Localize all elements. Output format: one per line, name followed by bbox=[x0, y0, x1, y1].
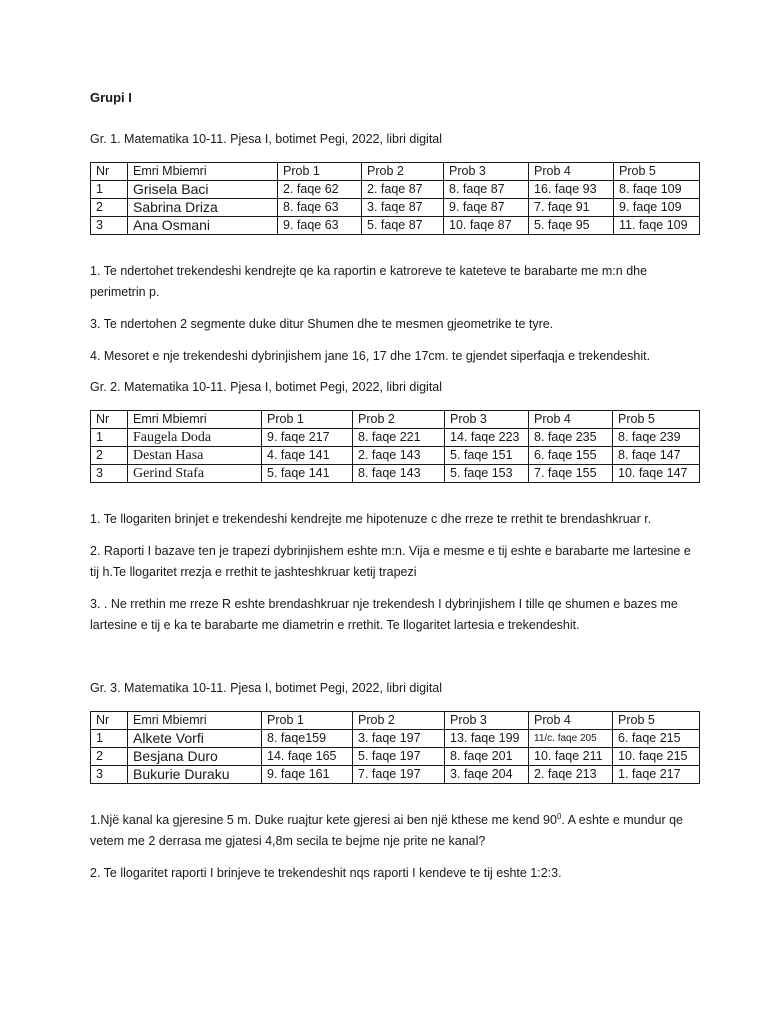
table-cell: 11. faqe 109 bbox=[614, 217, 700, 235]
group-1-table bbox=[90, 162, 700, 235]
group-1-title: Gr. 1. Matematika 10-11. Pjesa I, botimet Pegi, 2022, libri digital bbox=[90, 132, 443, 146]
header-cell: Prob 1 bbox=[262, 712, 353, 730]
table-cell: 7. faqe 197 bbox=[353, 766, 445, 784]
table-cell: 10. faqe 147 bbox=[613, 465, 700, 483]
table-row bbox=[91, 217, 700, 235]
table-cell: 13. faqe 199 bbox=[445, 730, 529, 748]
header-cell: Prob 4 bbox=[529, 712, 613, 730]
table-row bbox=[91, 199, 700, 217]
group-2-table bbox=[90, 410, 700, 483]
header-cell: Prob 2 bbox=[353, 411, 445, 429]
table-row bbox=[91, 766, 700, 784]
header-cell: Prob 5 bbox=[614, 163, 700, 181]
table-cell: 6. faqe 155 bbox=[529, 447, 613, 465]
table-cell: 7. faqe 155 bbox=[529, 465, 613, 483]
table-cell: 8. faqe 143 bbox=[353, 465, 445, 483]
table-cell: 8. faqe 221 bbox=[353, 429, 445, 447]
table-cell: 1 bbox=[91, 730, 128, 748]
table-cell: 3 bbox=[91, 766, 128, 784]
table-cell: 4. faqe 141 bbox=[262, 447, 353, 465]
student-name: Ana Osmani bbox=[128, 217, 278, 235]
table-cell: 1 bbox=[91, 429, 128, 447]
table-header-row bbox=[91, 712, 700, 730]
table-cell: 16. faqe 93 bbox=[529, 181, 614, 199]
header-cell: Prob 3 bbox=[445, 712, 529, 730]
group-3-title: Gr. 3. Matematika 10-11. Pjesa I, botimet Pegi, 2022, libri digital bbox=[90, 681, 443, 695]
table-cell: 3 bbox=[91, 217, 128, 235]
header-cell: Prob 2 bbox=[362, 163, 444, 181]
table-header-row bbox=[91, 411, 700, 429]
table-cell: 5. faqe 153 bbox=[445, 465, 529, 483]
table-cell: 1. faqe 217 bbox=[613, 766, 700, 784]
table-cell: 9. faqe 87 bbox=[444, 199, 529, 217]
table-cell: 2 bbox=[91, 447, 128, 465]
group-3-table bbox=[90, 711, 700, 784]
table-cell: 9. faqe 109 bbox=[614, 199, 700, 217]
problem-text: 2. Te llogaritet raporti I brinjeve te trekendeshit nqs raporti I kendeve te tij eshte 1:2:3. bbox=[90, 866, 562, 880]
table-cell: 9. faqe 63 bbox=[278, 217, 362, 235]
table-cell: 3. faqe 87 bbox=[362, 199, 444, 217]
document-page bbox=[90, 90, 700, 895]
header-cell: Emri Mbiemri bbox=[128, 163, 278, 181]
table-cell: 3. faqe 197 bbox=[353, 730, 445, 748]
table-cell: 11/c. faqe 205 bbox=[529, 730, 613, 748]
header-cell: Emri Mbiemri bbox=[128, 411, 262, 429]
student-name: Sabrina Driza bbox=[128, 199, 278, 217]
student-name: Grisela Baci bbox=[128, 181, 278, 199]
table-row bbox=[91, 429, 700, 447]
problem-text: 4. Mesoret e nje trekendeshi dybrinjishem jane 16, 17 dhe 17cm. te gjendet siperfaqja e trekendeshit. bbox=[90, 349, 651, 363]
table-row bbox=[91, 748, 700, 766]
table-row bbox=[91, 465, 700, 483]
header-cell: Prob 3 bbox=[444, 163, 529, 181]
student-name: Besjana Duro bbox=[128, 748, 262, 766]
student-name: Faugela Doda bbox=[128, 429, 262, 447]
student-name: Alkete Vorfi bbox=[128, 730, 262, 748]
header-cell: Emri Mbiemri bbox=[128, 712, 262, 730]
header-cell: Prob 4 bbox=[529, 411, 613, 429]
table-cell: 8. faqe 201 bbox=[445, 748, 529, 766]
table-cell: 8. faqe 147 bbox=[613, 447, 700, 465]
table-row bbox=[91, 730, 700, 748]
table-cell: 10. faqe 87 bbox=[444, 217, 529, 235]
table-row bbox=[91, 181, 700, 199]
page-heading: Grupi I bbox=[90, 90, 132, 105]
student-name: Gerind Stafa bbox=[128, 465, 262, 483]
table-cell: 8. faqe 63 bbox=[278, 199, 362, 217]
table-cell: 9. faqe 161 bbox=[262, 766, 353, 784]
table-cell: 5. faqe 95 bbox=[529, 217, 614, 235]
table-cell: 8. faqe159 bbox=[262, 730, 353, 748]
table-cell: 2 bbox=[91, 199, 128, 217]
header-cell: Nr bbox=[91, 411, 128, 429]
header-cell: Nr bbox=[91, 163, 128, 181]
table-cell: 3 bbox=[91, 465, 128, 483]
table-cell: 2. faqe 213 bbox=[529, 766, 613, 784]
table-cell: 2. faqe 87 bbox=[362, 181, 444, 199]
table-cell: 8. faqe 235 bbox=[529, 429, 613, 447]
problem-text-part: . A eshte e mundur qe vetem me 2 derrasa me gjatesi 4,8m secila te bejme nje prite ne kanal? bbox=[90, 813, 684, 848]
table-cell: 5. faqe 141 bbox=[262, 465, 353, 483]
header-cell: Prob 5 bbox=[613, 411, 700, 429]
header-cell: Prob 5 bbox=[613, 712, 700, 730]
problem-text: 1. Te llogariten brinjet e trekendeshi kendrejte me hipotenuze c dhe rreze te rrethit te brendashkruar r. bbox=[90, 512, 652, 526]
degree-superscript: 0 bbox=[556, 811, 562, 821]
table-cell: 6. faqe 215 bbox=[613, 730, 700, 748]
table-cell: 5. faqe 87 bbox=[362, 217, 444, 235]
problem-text bbox=[90, 810, 700, 852]
table-cell: 8. faqe 109 bbox=[614, 181, 700, 199]
table-cell: 10. faqe 211 bbox=[529, 748, 613, 766]
table-row bbox=[91, 447, 700, 465]
header-cell: Prob 1 bbox=[278, 163, 362, 181]
table-cell: 2 bbox=[91, 748, 128, 766]
table-cell: 5. faqe 197 bbox=[353, 748, 445, 766]
header-cell: Prob 4 bbox=[529, 163, 614, 181]
table-cell: 9. faqe 217 bbox=[262, 429, 353, 447]
header-cell: Prob 2 bbox=[353, 712, 445, 730]
problem-text: 2. Raporti I bazave ten je trapezi dybrinjishem eshte m:n. Vija e mesme e tij eshte e barabarte me lartesine e tij h.Te llogaritet rrezja e rrethit te jashteshkruar ketij trapezi bbox=[90, 544, 691, 579]
student-name: Bukurie Duraku bbox=[128, 766, 262, 784]
problem-text: 1. Te ndertohet trekendeshi kendrejte qe ka raportin e katroreve te kateteve te barabarte me m:n dhe perimetrin p. bbox=[90, 264, 648, 299]
table-cell: 1 bbox=[91, 181, 128, 199]
table-cell: 3. faqe 204 bbox=[445, 766, 529, 784]
table-cell: 14. faqe 165 bbox=[262, 748, 353, 766]
header-cell: Prob 1 bbox=[262, 411, 353, 429]
table-header-row bbox=[91, 163, 700, 181]
student-name: Destan Hasa bbox=[128, 447, 262, 465]
table-cell: 7. faqe 91 bbox=[529, 199, 614, 217]
table-cell: 10. faqe 215 bbox=[613, 748, 700, 766]
table-cell: 5. faqe 151 bbox=[445, 447, 529, 465]
table-cell: 14. faqe 223 bbox=[445, 429, 529, 447]
table-cell: 2. faqe 143 bbox=[353, 447, 445, 465]
header-cell: Prob 3 bbox=[445, 411, 529, 429]
problem-text-part: 1.Një kanal ka gjeresine 5 m. Duke ruajtur kete gjeresi ai ben një kthese me kend 90 bbox=[90, 813, 557, 827]
table-cell: 2. faqe 62 bbox=[278, 181, 362, 199]
header-cell: Nr bbox=[91, 712, 128, 730]
problem-text: 3. Te ndertohen 2 segmente duke ditur Shumen dhe te mesmen gjeometrike te tyre. bbox=[90, 317, 554, 331]
table-cell: 8. faqe 87 bbox=[444, 181, 529, 199]
table-cell: 8. faqe 239 bbox=[613, 429, 700, 447]
group-2-title: Gr. 2. Matematika 10-11. Pjesa I, botimet Pegi, 2022, libri digital bbox=[90, 380, 443, 394]
problem-text: 3. . Ne rrethin me rreze R eshte brendashkruar nje trekendesh I dybrinjishem I tille qe shumen e bazes me lartesine e tij e ka te barabarte me diametrin e rrethit. Te llogaritet lartesia e trekendeshit. bbox=[90, 597, 678, 632]
